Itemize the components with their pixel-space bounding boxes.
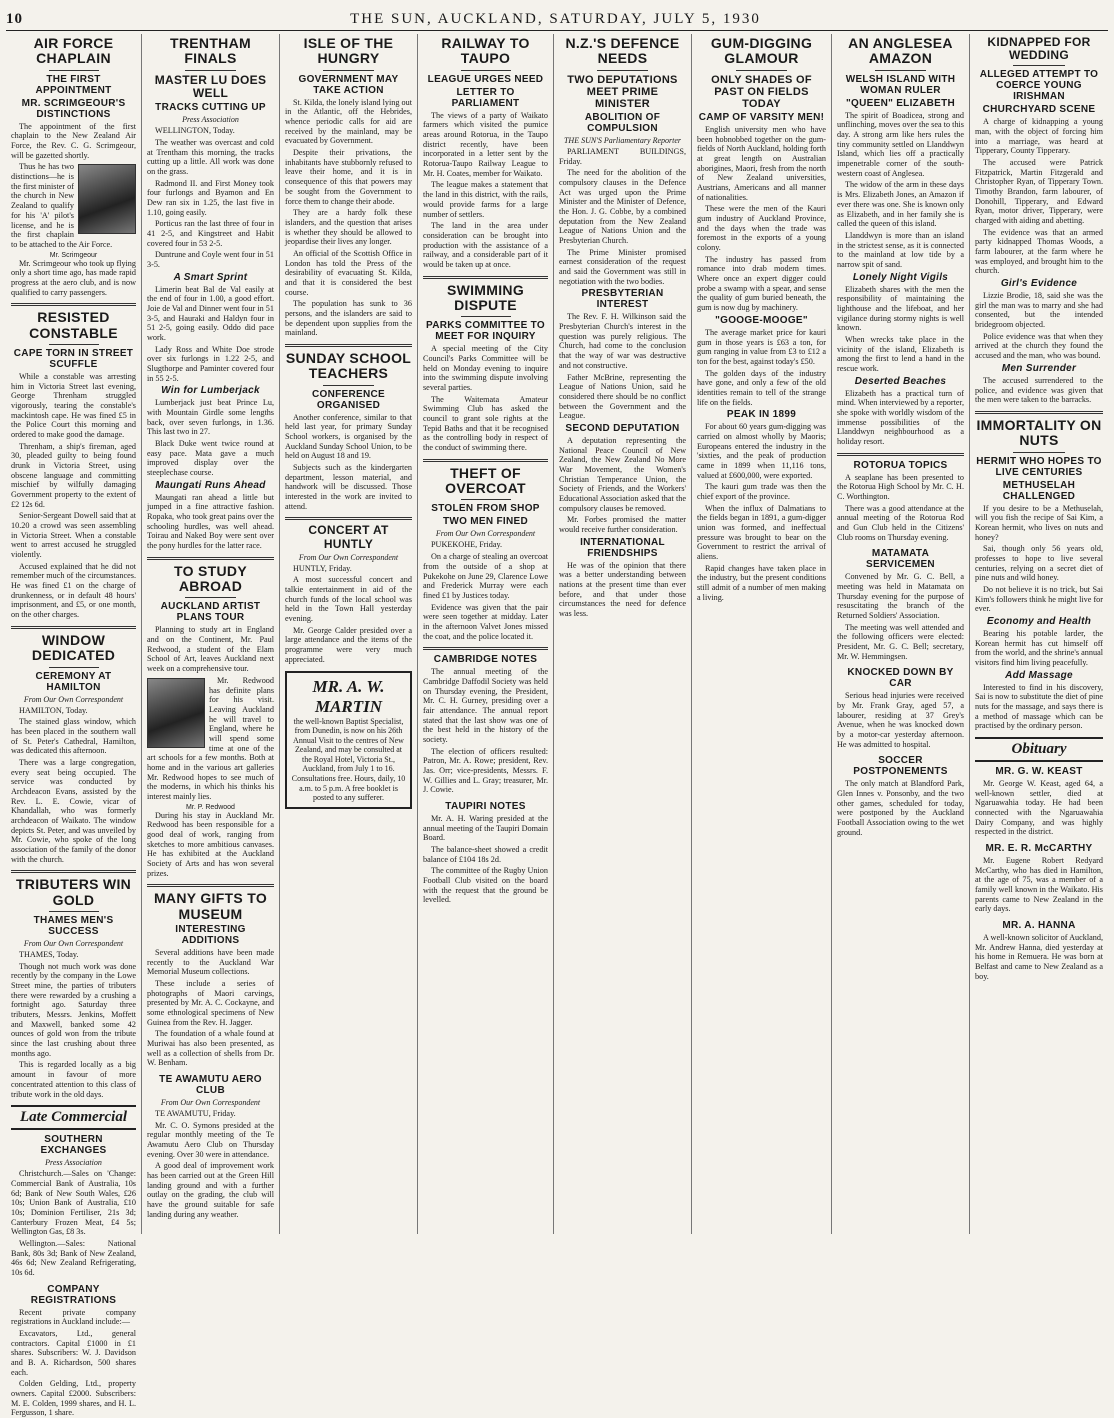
crosshead: INTERNATIONAL FRIENDSHIPS xyxy=(580,536,665,559)
paragraph: The foundation of a whale found at Muriwai has also been presented, as well as a collection of shells from Dr. W. Benham. xyxy=(147,1029,274,1068)
byline: From Our Own Correspondent xyxy=(23,694,124,704)
paragraph: The stained glass window, which has been placed in the southern wall of St. Peter's Cathedral, Hamilton, was dedicated this afternoon. xyxy=(11,717,136,756)
paragraph: Convened by Mr. G. C. Bell, a meeting was held in Matamata on Thursday evening for the purpose of resuscitating the branch of the Returned Soldiers' Association. xyxy=(837,572,964,620)
paragraph: Planning to study art in England and on the Continent, Mr. Paul Redwood, a student of the Elam School of Art, leaves Auckland next week on a comprehensive tour. xyxy=(147,625,274,674)
subheadline: CAMP OF VARSITY MEN! xyxy=(698,112,825,124)
headline: SWIMMING DISPUTE xyxy=(446,281,525,313)
article-rotorua-topics xyxy=(837,460,964,543)
paragraph: This is regarded locally as a big amount in favour of more concentrated attention to this class of tribute work in the old days. xyxy=(11,1060,136,1099)
byline: From Our Own Correspondent xyxy=(23,939,124,949)
paragraph: Rapid changes have taken place in the industry, but the present conditions still admit of a number of men making a living. xyxy=(697,563,826,602)
headline: TAUPIRI NOTES xyxy=(445,800,526,812)
paragraph: Porticus ran the last three of four in 41 2-5, and Kingstreet and Habit covered four in 53 2-5. xyxy=(147,219,274,248)
headline: TE AWAMUTU AERO CLUB xyxy=(159,1074,262,1097)
crosshead: Deserted Beaches xyxy=(854,375,947,387)
article-soccer-postponements xyxy=(837,755,964,837)
headline: GUM-DIGGING GLAMOUR xyxy=(710,35,813,67)
crosshead: Economy and Health xyxy=(986,616,1092,628)
headline: CONCERT AT HUNTLY xyxy=(308,523,389,551)
article-aero-club xyxy=(147,1074,274,1219)
paragraph: There was a large congregation, every seat being occupied. The service was conducted by Archdeacon Evans, assisted by the Rev. L. E. Cowie, vicar of Khandallah, who was formerly archdeacon of Waikato. The window depicts St. Peter, and was unveiled by Mr. Cowie, who spoke of the long association of the family of the donor with the church. xyxy=(11,757,136,864)
paragraph: A good deal of improvement work has been carried out at the Green Hill landing ground and with a further outlay on the grading, the club will have the ground suitable for safe landing during any weather. xyxy=(147,1161,274,1219)
headline: SOUTHERN EXCHANGES xyxy=(40,1134,107,1157)
paragraph: Lady Ross and White Doe strode over six furlongs in 1.22 2-5, and Slugthorpe and Paminter covered four in 55 2-5. xyxy=(147,344,274,383)
paragraph: Another conference, similar to that held last year, for primary Sunday School workers, is organised by the Auckland Sunday School Union, to be held on August 18 and 19. xyxy=(285,412,412,461)
paragraph: The average market price for kauri gum in those years is £63 a ton, for gum ranging in value from £3 to £12 a ton for the best, against today's £50. xyxy=(697,327,826,366)
article-to-study-abroad xyxy=(147,564,274,879)
paragraph: Bearing his potable larder, the Korean hermit has cut himself off from the world, and the shrine's annual visitors find him living peacefully. xyxy=(975,629,1103,668)
headline: ISLE OF THE HUNGRY xyxy=(303,35,394,67)
paragraph: Elizabeth shares with the men the responsibility of maintaining the lighthouse and the lifeboat, and her vigilance during stormy nights is well known. xyxy=(837,284,964,333)
obituary-hanna xyxy=(975,920,1103,981)
headline: TO STUDY ABROAD xyxy=(174,562,247,595)
headline: KIDNAPPED FOR WEDDING xyxy=(987,35,1091,63)
paragraph: Mr. Eugene Robert Redyard McCarthy, who has died in Hamilton, at the age of 75, was a member of a family well known in the Waikato. His parents came to New Zealand in the early days. xyxy=(975,856,1103,914)
subheadline: HERMIT WHO HOPES TO LIVE CENTURIES xyxy=(976,455,1102,478)
paragraph: The league makes a statement that the land in this district, with the rails, would provide farms for a large number of settlers. xyxy=(423,180,548,219)
paragraph: An official of the Scottish Office in London has told the Press of the desirability of evacuating St. Kilda, and that it is considered the best course. xyxy=(285,248,412,297)
paragraph: Mr. C. O. Symons presided at the regular monthly meeting of the Te Awamutu Aero Club on Thursday evening. Over 30 were in attendance. xyxy=(147,1120,274,1159)
paragraph: Senior-Sergeant Dowell said that at 10.20 a crowd was seen assembling in Victoria Street. When a constable went to arrest accused he struggled violently. xyxy=(11,511,136,560)
subheadline: CAPE TORN IN STREET SCUFFLE xyxy=(13,347,134,370)
article-window-dedicated xyxy=(11,633,136,865)
subheadline: INTERESTING ADDITIONS xyxy=(175,924,246,947)
subheadline: METHUSELAH CHALLENGED xyxy=(1002,479,1076,502)
subheadline: WELSH ISLAND WITH WOMAN RULER xyxy=(845,73,956,96)
subheadline: THAMES MEN'S SUCCESS xyxy=(33,915,114,938)
column-4 xyxy=(418,34,554,1234)
column-8 xyxy=(970,34,1108,1234)
subheadline: LEAGUE URGES NEED xyxy=(427,73,544,85)
article-trentham-finals xyxy=(147,36,274,551)
paragraph: Mr. George W. Keast, aged 64, a well-known settler, died at Ngaruawahia today. He had been connected with the Ngaruawahia Dairy Company, and was highly respected in the district. xyxy=(975,779,1103,837)
article-swimming-dispute xyxy=(423,283,548,453)
paragraph: The industry has passed from romance into drab modern times. Where once an expert digger could probe a swamp with a spear, and sense the quality of gum buried beneath, the gum is now dug by machinery. xyxy=(697,254,826,313)
byline: From Our Own Correspondent xyxy=(298,552,399,562)
paragraph: A well-known solicitor of Auckland, Mr. Andrew Hanna, died yesterday at his home in Remuera. He was born at Belfast and came to New Zealand as a boy. xyxy=(975,933,1103,981)
paragraph: The evidence was that an armed party kidnapped Thomas Woods, a farm labourer, at the farm where he was employed, and brought him to the church. xyxy=(975,227,1103,276)
crosshead: Men Surrender xyxy=(1001,362,1077,374)
article-resisted-constable xyxy=(11,310,136,620)
paragraph: PUKEKOHE, Friday. xyxy=(431,540,503,550)
byline: Press Association xyxy=(182,115,239,125)
subheadline: GOVERNMENT MAY TAKE ACTION xyxy=(298,73,399,96)
paragraph: PARLIAMENT BUILDINGS, Friday. xyxy=(559,147,686,166)
headline: WINDOW DEDICATED xyxy=(31,631,116,664)
paragraph: When the influx of Dalmatians to the fields began in 1891, a gum-digger union was formed, and ineffectual pressure was brought to bear on the Government to restrict the arrival of aliens. xyxy=(697,503,826,561)
column-1 xyxy=(6,34,142,1418)
subheadline: AUCKLAND ARTIST PLANS TOUR xyxy=(160,601,261,624)
paragraph: Excavators, Ltd., general contractors. Capital £1000 in £1 shares. Subscribers: W. J. Davidson and B. A. Richardson, 500 shares each. xyxy=(11,1328,136,1377)
subheadline: MASTER LU DOES WELL xyxy=(154,72,267,100)
subheadline: MR. SCRIMGEOUR'S DISTINCTIONS xyxy=(21,97,126,120)
headline: N.Z.'S DEFENCE NEEDS xyxy=(565,35,680,67)
paragraph: The committee of the Rugby Union Football Club visited on the board with the request that the ground be levelled. xyxy=(423,866,548,905)
photo-caption: Mr. Scrimgeour xyxy=(49,251,98,259)
column-6 xyxy=(692,34,832,1234)
headline: KNOCKED DOWN BY CAR xyxy=(847,667,954,690)
paragraph: Wellington.—Sales: National Bank, 80s 3d; Bank of New Zealand, 46s 6d; New Zealand Refrigerating, 10s 6d. xyxy=(11,1238,136,1277)
paragraph: A seaplane has been presented to the Rotorua High School by Mr. C. H. C. Worthington. xyxy=(837,472,964,501)
byline: THE SUN'S Parliamentary Reporter xyxy=(563,136,682,146)
headline: ROTORUA TOPICS xyxy=(853,459,948,471)
paragraph: Mr. A. H. Waring presided at the annual meeting of the Taupiri Domain Board. xyxy=(423,813,549,843)
portrait-photo xyxy=(147,678,205,748)
paragraph: The land in the area under consideration can be brought into production with the assistance of a railway, and a considerable part of it would be taken up at once. xyxy=(423,221,548,269)
paragraph: The meeting was well attended and the following officers were elected: President, Mr. G. C. Bell; secretary, Mr. W. Hemmingsen. xyxy=(837,622,964,661)
paragraph: Black Duke went twice round at easy pace. Mata gave a much improved display over the steeplechase course. xyxy=(147,438,274,477)
headline: MANY GIFTS TO MUSEUM xyxy=(153,890,268,922)
article-company-registrations xyxy=(11,1284,136,1418)
paragraph: He was of the opinion that there was a better understanding between nations at the present time than ever before, and that under those circumstances the need for defence was less. xyxy=(559,560,686,618)
paragraph: Serious head injuries were received by Mr. Frank Gray, aged 57, a labourer, residing at 37 Grey's Avenue, when he was knocked down by a motor-car yesterday afternoon. He was admitted to hospital. xyxy=(837,691,964,749)
paragraph: HUNTLY, Friday. xyxy=(293,563,352,573)
paragraph: Radmond II. and First Money took four furlongs and Byamon and En Dew ran six in 1.25, the last five in 1.10, going easily. xyxy=(147,178,274,217)
paragraph: The widow of the arm in these days is Mrs. Elizabeth Jones, an Amazon if ever there was one. She is known only as Elizabeth, and in her family she is called the queen of this island. xyxy=(837,180,964,229)
headline: AIR FORCE CHAPLAIN xyxy=(33,35,114,67)
photo-caption: Mr. P. Redwood xyxy=(186,803,235,811)
paragraph: The appointment of the first chaplain to the New Zealand Air Force, the Rev. C. G. Scrimgeour, will be gazetted shortly. xyxy=(11,121,136,160)
paragraph: Despite their privations, the inhabitants have stubbornly refused to leave their home, and it is in consequence of this that powers may be sought from the Government to force them to change their abode. xyxy=(285,148,412,206)
section-heading-obituary: Obituary xyxy=(975,737,1103,762)
paragraph: The election of officers resulted: Patron, Mr. A. Rowe; president, Rev. Jas. Orr; vice-presidents, Messrs. F. W. Gillies and L. Gray; treasurer, Mr. J. Cowie. xyxy=(423,746,548,795)
paragraph: TE AWAMUTU, Friday. xyxy=(155,1109,236,1119)
paragraph: Interested to find in his discovery, Sai is now to substitute the diet of pine nuts for the massage, and says there is a method of massage which can be practised by the ordinary person. xyxy=(975,682,1103,731)
crosshead: PRESBYTERIAN INTEREST xyxy=(581,288,664,311)
article-taupiri-notes xyxy=(423,801,548,905)
headline: IMMORTALITY ON NUTS xyxy=(976,416,1102,449)
headline: SUNDAY SCHOOL TEACHERS xyxy=(285,349,412,382)
subheadline: PARKS COMMITTEE TO MEET FOR INQUIRY xyxy=(426,320,545,343)
paragraph: There was a good attendance at the annual meeting of the Rotorua Rod and Gun Club held in the Citizens' Club rooms on Thursday evening. xyxy=(837,503,964,542)
paragraph: Police evidence was that when they arrived at the church they found the accused and the man, who was bound. xyxy=(975,331,1103,361)
paragraph: English university men who have been hobnobbed together on the gum-fields of North Auckland, holding forth at great length on Australian aborigines, Maori, fresh from the north of New Zealand universities, Austrians, Americans and all manner of nationalities. xyxy=(697,125,826,202)
paragraph: The views of a party of Waikato farmers which visited the pumice areas around Rotorua, in the Taupo district recently, have been incorporated in a letter sent by the Rotorua-Taupo Railway League to Mr. H. Coates, member for Waikato. xyxy=(423,110,548,178)
paragraph: The golden days of the industry have gone, and only a few of the old identities remain to tell of the strange life on the fields. xyxy=(697,368,826,407)
paragraph: A most successful concert and talkie entertainment in aid of the church funds of the local school was held in the Town Hall yesterday evening. xyxy=(285,575,412,624)
column-2 xyxy=(142,34,280,1234)
paragraph: Duntrune and Coyle went four in 51 3-5. xyxy=(147,250,274,269)
subheadline: THE FIRST APPOINTMENT xyxy=(35,73,112,96)
paragraph: Father McBrine, representing the League of Nations Union, said he considered there should be no conflict between the Government and the League. xyxy=(559,372,686,421)
subheadline: LETTER TO PARLIAMENT xyxy=(451,86,520,109)
crosshead: PEAK IN 1899 xyxy=(726,409,797,421)
subheadline: TWO MEN FINED xyxy=(442,516,528,528)
column-5 xyxy=(554,34,692,1234)
paragraph: Lumberjack just beat Prince Lu, with Mountain Girdle some lengths back, over seven furlongs, in 1.36. This last two in 27. xyxy=(147,398,274,437)
crosshead: "GOOGE-MOOGE" xyxy=(715,314,808,326)
paragraph: THAMES, Today. xyxy=(19,950,79,960)
paragraph: Mr. Redwood has definite plans for his visit. Leaving Auckland he will travel to England, where he will spend some time at one of the art schools for a few months. Both at home and in the various art galleries Mr. Redwood hopes to see much of the moderns, in which his thinks his interest mainly lies. xyxy=(147,675,274,801)
article-anglesea-amazon xyxy=(837,36,964,447)
paragraph: WELLINGTON, Today. xyxy=(155,126,235,136)
paragraph: The Rev. F. H. Wilkinson said the Presbyterian Church's interest in the question was purely religious. The Church, had come to the conclusion that the way of war was destructive and not constructive. xyxy=(559,312,686,370)
paragraph: During his stay in Auckland Mr. Redwood has been responsible for a good deal of work, ranging from sketches to more ambitious canvases. He has exhibited at the Auckland Society of Arts and has won several prizes. xyxy=(147,810,274,878)
paragraph: Several additions have been made recently to the Auckland War Memorial Museum collections. xyxy=(147,948,274,977)
paragraph: Lizzie Brodie, 18, said she was the girl the man was to marry and she had consented, but the intended bridegroom objected. xyxy=(975,291,1103,330)
paragraph: Subjects such as the kindergarten department, lesson material, and handwork will be discussed. Those interested in the work are invited to attend. xyxy=(285,463,412,511)
headline: TRIBUTERS WIN GOLD xyxy=(15,876,132,908)
crosshead: Win for Lumberjack xyxy=(161,385,260,397)
paragraph: These include a series of photographs of Maori carvings, presented by Mr. A. C. Cockayne, and some ethnological specimens of New Guinea from the Rev. H. Jagger. xyxy=(147,979,274,1027)
article-immortality-nuts xyxy=(975,418,1103,731)
obituary-mccarthy xyxy=(975,843,1103,914)
crosshead: Add Massage xyxy=(1005,669,1073,681)
masthead xyxy=(6,8,1108,31)
paragraph: Do not believe it is no trick, but Sai Kim's followers think he might live for ever. xyxy=(975,585,1103,614)
byline: From Our Own Correspondent xyxy=(435,529,536,539)
paragraph: The weather was overcast and cold at Trentham this morning, the tracks cutting up a little. All work was done on the grass. xyxy=(147,137,274,176)
paragraph: The need for the abolition of the compulsory clauses in the Defence Act was urged upon the Prime Minister and the Minister of Defence, the Hon. J. G. Cobbe, by a combined deputation from the New Zealand League of Nations Union and the Presbyterian Church. xyxy=(559,168,686,246)
paragraph: Mr. Scrimgeour who took up flying only a short time ago, has made rapid progress at the aero club, and is now qualified to carry passengers. xyxy=(11,258,136,297)
paragraph: The accused were Patrick Fitzpatrick, Martin Fitzgerald and Christopher Ryan, of Tipperary Town. Timothy Brandon, farm labourer, of Donohill, Tipperary, and Edward Ryan, motor driver, Tipperary, were charged with aiding and abetting. xyxy=(975,158,1103,226)
article-air-force-chaplain xyxy=(11,36,136,297)
crosshead: A Smart Sprint xyxy=(173,271,248,283)
paragraph: On a charge of stealing an overcoat from the outside of a shop at Pukekohe on June 29, Clarence Lowe and Frederick Murray were each fined £1 by Justices today. xyxy=(423,552,548,600)
article-defence-needs xyxy=(559,36,686,619)
headline: AN ANGLESEA AMAZON xyxy=(848,35,953,67)
article-railway-taupo xyxy=(423,36,548,270)
paragraph: Accused explained that he did not remember much of the circumstances. He was fined £1 on the charge of drunkenness, or in default 48 hours' imprisonment, and £5, or one month, on the other charges. xyxy=(11,561,136,620)
portrait-photo xyxy=(78,164,136,234)
article-sunday-school xyxy=(285,351,412,512)
page-number: 10 xyxy=(6,10,23,27)
article-knocked-down xyxy=(837,667,964,749)
headline: RAILWAY TO TAUPO xyxy=(441,35,530,67)
article-gum-digging xyxy=(697,36,826,602)
byline: From Our Own Correspondent xyxy=(160,1098,261,1108)
paragraph: The population has sunk to 36 persons, and the islanders are said to be dependent upon supplies from the mainland. xyxy=(285,299,412,338)
article-southern-exchanges xyxy=(11,1134,136,1277)
paragraph: Elizabeth has a practical turn of mind. When interviewed by a reporter, she spoke with worldly wisdom of the immense possibilities of the Llanddwyn neighbourhood as a holiday resort. xyxy=(837,388,964,446)
paragraph: St. Kilda, the lonely island lying out in the Atlantic, off the Hebrides, whence periodic calls for aid are received by the mainland, may be evacuated by Government. xyxy=(285,97,412,146)
headline: MATAMATA SERVICEMEN xyxy=(866,548,935,571)
paragraph: Threnham, a ship's fireman, aged 30, pleaded guilty to being found drunk in Victoria Street, using obscene language and committing mischief by wilfully damaging Government property to the extent of £2 12s 6d. xyxy=(11,441,136,509)
crosshead: Maungati Runs Ahead xyxy=(155,479,266,491)
paragraph: A charge of kidnapping a young man, with the object of forcing him into a marriage, was heard at Tipperary, County Tipperary. xyxy=(975,117,1103,156)
article-isle-of-hungry xyxy=(285,36,412,338)
subheadline: CEREMONY AT HAMILTON xyxy=(35,670,112,693)
headline: SOCCER POSTPONEMENTS xyxy=(853,755,948,778)
article-tributers-win-gold xyxy=(11,877,136,1099)
paragraph: Evidence was given that the pair were seen together at midday. Later in the afternoon Valvet Jones missed the coat, and the police located it. xyxy=(423,602,548,641)
paragraph: HAMILTON, Today. xyxy=(19,705,88,715)
paragraph: The annual meeting of the Cambridge Daffodil Society was held on Thursday evening, the President, Mr. C. H. Gurney, presiding over a fair attendance. The annual report stated that the last show was one of the best held in the history of the society. xyxy=(423,667,548,744)
paragraph: Though not much work was done recently by the company in the Lowe Street mine, the parties of tributers there were rewarded by a crushing a fortnight ago. Saturday three tributers, Messrs. Jenkins, Moffett and Maxwell, banked some 42 ounces of gold won from the tribute since the last crushing about three months ago. xyxy=(11,961,136,1058)
paragraph: Recent private company registrations in Auckland include:— xyxy=(11,1307,136,1327)
crosshead: Girl's Evidence xyxy=(1000,278,1078,290)
paragraph: When wrecks take place in the vicinity of the island, Elizabeth is among the first to lend a hand in the rescue work. xyxy=(837,334,964,373)
byline: Press Association xyxy=(45,1158,102,1168)
paragraph: The Prime Minister promised earnest consideration of the request and said the Government was still in negotiation with the two bodies. xyxy=(559,247,686,286)
subheadline: CHURCHYARD SCENE xyxy=(982,104,1096,116)
article-cambridge-notes xyxy=(423,654,548,795)
crosshead: Lonely Night Vigils xyxy=(852,271,949,283)
subheadline: TWO DEPUTATIONS MEET PRIME MINISTER xyxy=(567,73,678,110)
subheadline: ABOLITION OF COMPULSION xyxy=(584,112,661,135)
section-heading-late-commercial: Late Commercial xyxy=(11,1105,136,1130)
paragraph: Sai, though only 56 years old, professes to hope to live several centuries, relying on a secret diet of pine nuts and wild honey. xyxy=(975,544,1103,583)
headline: RESISTED CONSTABLE xyxy=(29,309,118,341)
paragraph: The only match at Blandford Park, Glen Innes v. Ponsonby, and the two other games, scheduled for today, were postponed by the Auckland Football Association owing to the wet ground. xyxy=(837,779,964,837)
paragraph: Llanddwyn is more than an island in the strictest sense, as it is connected to the mainland at low tide by a narrow spit of sand. xyxy=(837,230,964,269)
paragraph: A deputation representing the National Peace Council of New Zealand, the New Zealand No More War Movement, the Women's Christian Temperance Union, the Society of Friends, and the Workers' Educational Association asked that the compulsory clauses be removed. xyxy=(559,435,686,513)
newspaper-title: THE SUN, AUCKLAND, SATURDAY, JULY 5, 1930 xyxy=(350,10,761,27)
paragraph: The kauri gum trade was then the chief export of the province. xyxy=(697,482,826,501)
paragraph: The balance-sheet showed a credit balance of £104 18s 2d. xyxy=(423,844,548,864)
subheadline: STOLEN FROM SHOP xyxy=(431,503,540,515)
headline: TRENTHAM FINALS xyxy=(170,35,251,67)
paragraph: The Waitemata Amateur Swimming Club has asked the council to grant sole rights at the Tepid Baths and that it be recognised as the controlling body in respect of the conduct of swimming there. xyxy=(423,394,548,453)
subheadline: ONLY SHADES OF PAST ON FIELDS TODAY xyxy=(711,73,812,110)
subheadline: TRACKS CUTTING UP xyxy=(155,102,266,114)
paragraph: Mr. Forbes promised the matter would receive further consideration. xyxy=(559,515,686,534)
paragraph: While a constable was arresting him in Victoria Street last evening, George Threnham struggled vigorously, tearing the constable's mackintosh cape. He was fined £5 in the Police Court this morning and ordered to make good the damage. xyxy=(11,371,136,440)
article-concert-huntly xyxy=(285,524,412,664)
crosshead: SECOND DEPUTATION xyxy=(565,422,680,434)
paragraph: Maungati ran ahead a little but jumped in a fine attractive fashion. Ropaka, who took great pains over the schooling hurdles, was well ahead. Toirau and Naked Boy were sent over the pony hurdles for the latter race. xyxy=(147,492,274,551)
ad-body: the well-known Baptist Specialist, from Dunedin, is now on his 26th Annual Visit to the centres of New Zealand, and may be consulted at the Royal Hotel, Victoria St., Auckland, from July 1 to 16. Consultations free. Hours, daily, 10 a.m. to 5 p.m. A free booklet is posted to any sufferer. xyxy=(291,716,406,803)
paragraph: Christchurch.—Sales on 'Change: Commercial Bank of Australia, 10s 6d; Bank of New South Wales, £26 10s; Union Bank of Australia, £10 10s; Dominion Fertiliser, 21s 3d; Canterbury Frozen Meat, £4 5s; Wellington Gas, £8 3s. xyxy=(11,1169,136,1237)
paragraph: A special meeting of the City Council's Parks Committee will be held on Monday evening to inquire into the swimming dispute involving several parties. xyxy=(423,344,548,392)
article-kidnapped xyxy=(975,36,1103,405)
ad-name: MR. A. W. MARTIN xyxy=(312,676,385,716)
paragraph: Thus he has two distinctions—he is the first minister of the church in New Zealand to qualify for his 'A' pilot's license, and he is the first chaplain to be attached to the Air Force. xyxy=(11,162,113,249)
headline: MR. G. W. KEAST xyxy=(995,766,1083,778)
paragraph: They are a hardy folk these islanders, and the question that arises is whether they should be allowed to jeopardise their lives any longer. xyxy=(285,208,412,247)
paragraph: Mr. George Calder presided over a large attendance and the items of the programme were very much appreciated. xyxy=(285,625,412,664)
obituary-keast xyxy=(975,766,1103,837)
column-3 xyxy=(280,34,418,1234)
headline: MR. A. HANNA xyxy=(1002,920,1076,932)
advertisement-martin xyxy=(285,671,412,809)
subheadline: ALLEGED ATTEMPT TO COERCE YOUNG IRISHMAN xyxy=(979,69,1099,103)
paragraph: Limerin beat Bal de Val easily at the end of four in 1.00, a good effort. Joie de Val and Dinner went four in 51 3-5, and Hauraki and Haldyn four in 51 2-5, going easily. Oddo did pace work. xyxy=(147,284,274,342)
headline: THEFT OF OVERCOAT xyxy=(445,464,526,497)
headline: CAMBRIDGE NOTES xyxy=(433,654,538,666)
paragraph: The spirit of Boadicea, strong and unflinching, moves over the sea to this day. A strong arm like hers rules the tiny community settled on Llanddwyn Island, which lies off a practically impenetrable corner of the south-western coast of Anglesea. xyxy=(837,110,964,178)
subheadline: "QUEEN" ELIZABETH xyxy=(845,97,956,109)
subheadline: CONFERENCE ORGANISED xyxy=(311,388,385,411)
paragraph: If you desire to be a Methuselah, will you fish the recipe of Sai Kim, a Korean hermit, who lives on nuts and honey? xyxy=(975,503,1103,542)
headline: MR. E. R. McCARTHY xyxy=(985,843,1093,855)
paragraph: Colden Gelding, Ltd., property owners. Capital £2000. Subscribers: M. E. Colden, 1999 shares, and H. L. Fergusson, 1 share. xyxy=(11,1379,136,1418)
paragraph: These were the men of the Kauri gum industry of Auckland Province, and the days when the trade was foremost in the exports of a young colony. xyxy=(697,204,826,253)
paragraph: The accused surrendered to the police, and evidence was given that the men were taken to the barracks. xyxy=(975,375,1103,405)
headline: COMPANY REGISTRATIONS xyxy=(30,1283,117,1306)
column-7 xyxy=(832,34,970,1234)
article-theft-overcoat xyxy=(423,466,548,642)
article-matamata-servicemen xyxy=(837,548,964,661)
paragraph: For about 60 years gum-digging was carried on almost wholly by Maoris; Europeans entered the industry in the 'sixties, and the peak of production came in 1899 when 11,116 tons, valued at £600,000, were exported. xyxy=(697,422,826,480)
article-gifts-to-museum xyxy=(147,891,274,1068)
